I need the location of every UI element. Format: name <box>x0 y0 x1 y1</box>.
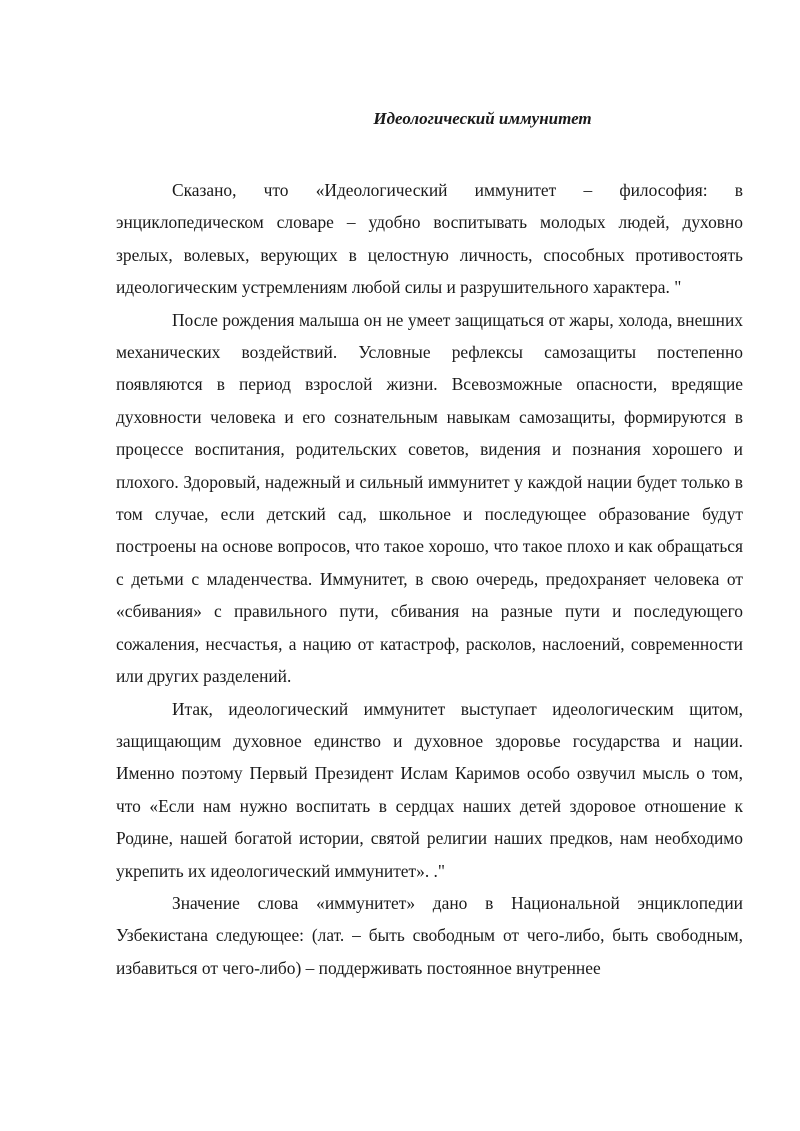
document-body <box>116 174 743 984</box>
document-title: Идеологический иммунитет <box>373 109 592 128</box>
paragraph: Итак, идеологический иммунитет выступает идеологическим щитом, защищающим духовное единство и духовное здоровье государства и нации. Именно поэтому Первый Президент Ислам Каримов особо озвучил мысль о том, что «Если нам нужно воспитать в сердцах наших детей здоровое отношение к Родине, нашей богатой истории, святой религии наших предков, нам необходимо укрепить их идеологический иммунитет». ." <box>116 698 743 881</box>
paragraph: После рождения малыша он не умеет защищаться от жары, холода, внешних механических воздействий. Условные рефлексы самозащиты постепенно появляются в период взрослой жизни. Всевозможные опасности, вредящие духовности человека и его сознательным навыкам самозащиты, формируются в процессе воспитания, родительских советов, видения и познания хорошего и плохого. Здоровый, надежный и сильный иммунитет у каждой нации будет только в том случае, если детский сад, школьное и последующее образование будут построены на основе вопросов, что такое хорошо, что такое плохо и как обращаться с детьми с младенчества. Иммунитет, в свою очередь, предохраняет человека от «сбивания» с правильного пути, сбивания на разные пути и последующего сожаления, несчастья, а нацию от катастроф, расколов, наслоений, современности или других разделений. <box>116 309 743 687</box>
paragraph: Сказано, что «Идеологический иммунитет – философия: в энциклопедическом словаре – удобно воспитывать молодых людей, духовно зрелых, волевых, верующих в целостную личность, способных противостоять идеологическим устремлениям любой силы и разрушительного характера. " <box>116 180 743 298</box>
paragraph: Значение слова «иммунитет» дано в Национальной энциклопедии Узбекистана следующее: (лат. – быть свободным от чего-либо, быть свободным, избавиться от чего-либо) – поддерживать постоянное внутреннее <box>116 892 743 978</box>
